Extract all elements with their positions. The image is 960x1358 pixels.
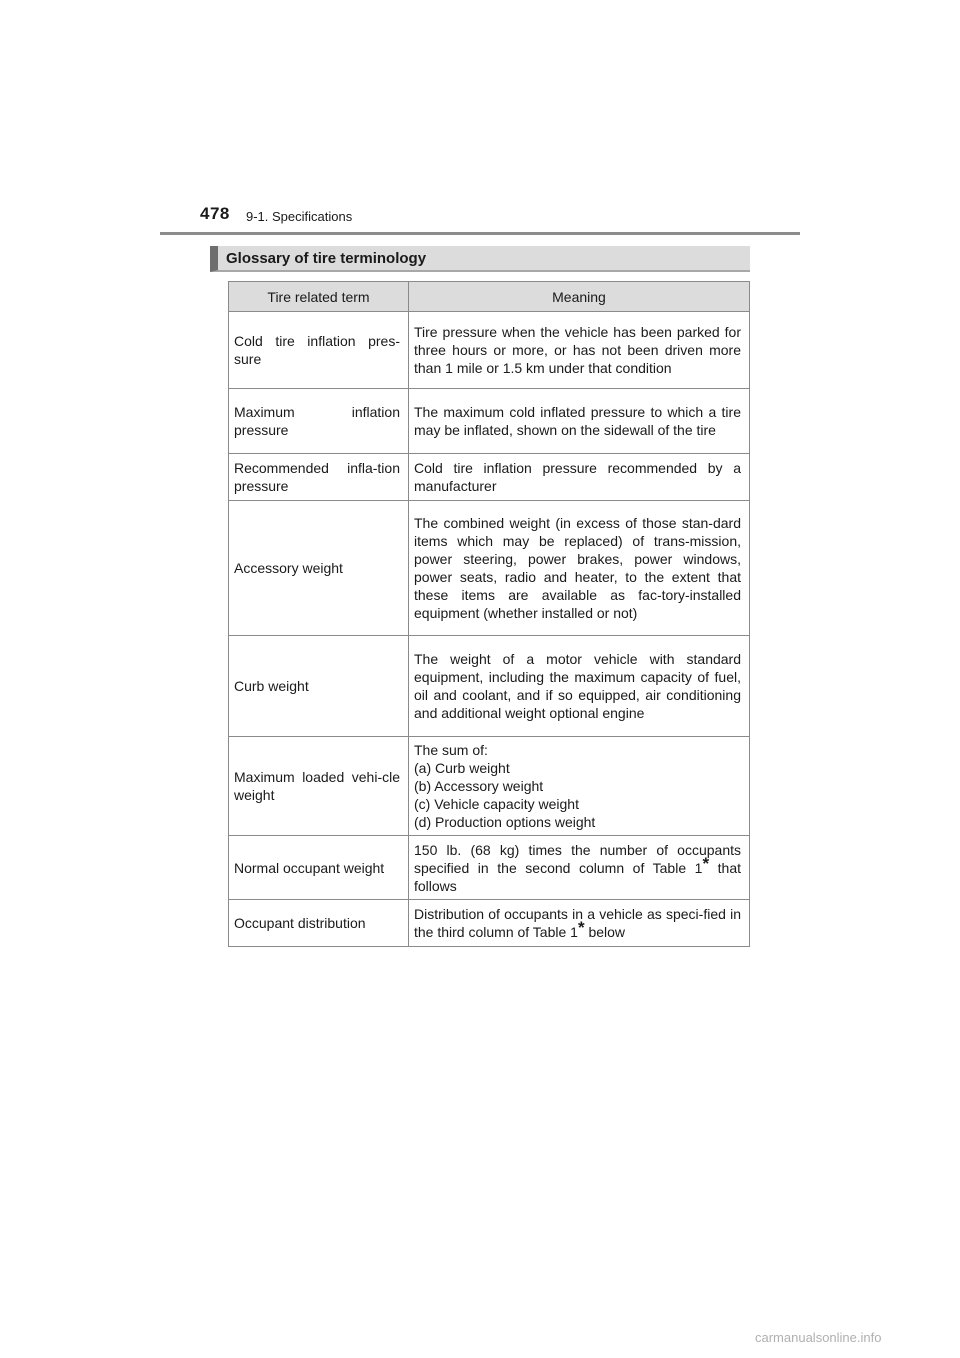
- meaning-cell: [409, 836, 750, 900]
- term-cell: Occupant distribution: [229, 900, 409, 947]
- meaning-cell: [409, 737, 750, 836]
- meaning-text: 150 lb. (68 kg) times the number of occupants specified in the second column of Table 1: [414, 841, 741, 876]
- meaning-text: Distribution of occupants in a vehicle as speci-fied in the third column of Table 1: [414, 906, 741, 940]
- table-row: [229, 312, 750, 389]
- table-row: [229, 737, 750, 836]
- table-header-row: [229, 282, 750, 312]
- meaning-cell: Tire pressure when the vehicle has been parked for three hours or more, or has not been driven more than 1 mile or 1.5 km under that condition: [409, 312, 750, 389]
- term-cell: Maximum inflation pressure: [229, 389, 409, 454]
- table-row: [229, 636, 750, 737]
- term-cell: Recommended infla-tion pressure: [229, 454, 409, 501]
- meaning-line: The sum of:: [414, 742, 488, 758]
- meaning-cell: The combined weight (in excess of those stan-dard items which may be replaced) of trans-mission, power steering, power brakes, power windows, power seats, radio and heater, to the extent that these items are available as fac-tory-installed equipment (whether installed or not): [409, 501, 750, 636]
- meaning-line: (c) Vehicle capacity weight: [414, 796, 579, 812]
- meaning-line: (a) Curb weight: [414, 760, 510, 776]
- glossary-heading: Glossary of tire terminology: [210, 246, 750, 272]
- meaning-cell: [409, 900, 750, 947]
- section-reference: 9-1. Specifications: [246, 209, 353, 224]
- term-cell: Accessory weight: [229, 501, 409, 636]
- table-row: [229, 454, 750, 501]
- meaning-line: (b) Accessory weight: [414, 778, 544, 794]
- glossary-table: [228, 281, 750, 947]
- table-row: [229, 836, 750, 900]
- table-row: [229, 501, 750, 636]
- term-cell: Cold tire inflation pres-sure: [229, 312, 409, 389]
- table-row: [229, 389, 750, 454]
- meaning-line: (d) Production options weight: [414, 814, 596, 830]
- meaning-cell: The weight of a motor vehicle with standard equipment, including the maximum capacity of fuel, oil and coolant, and if so equipped, air conditioning and additional weight optional engine: [409, 636, 750, 737]
- term-cell: Normal occupant weight: [229, 836, 409, 900]
- watermark: carmanualsonline.info: [755, 1330, 882, 1345]
- term-cell: Curb weight: [229, 636, 409, 737]
- meaning-text-end: that follows: [414, 859, 742, 894]
- meaning-text-end: below: [584, 924, 626, 940]
- term-cell: Maximum loaded vehi-cle weight: [229, 737, 409, 836]
- column-header-term: Tire related term: [229, 282, 409, 312]
- table-row: [229, 900, 750, 947]
- asterisk-mark: *: [577, 918, 585, 937]
- meaning-cell: The maximum cold inflated pressure to which a tire may be inflated, shown on the sidewall of the tire: [409, 389, 750, 454]
- meaning-cell: Cold tire inflation pressure recommended by a manufacturer: [409, 454, 750, 501]
- page-number: 478: [200, 204, 230, 223]
- asterisk-mark: *: [702, 853, 710, 873]
- header-rule: [160, 232, 800, 235]
- column-header-meaning: Meaning: [409, 282, 750, 312]
